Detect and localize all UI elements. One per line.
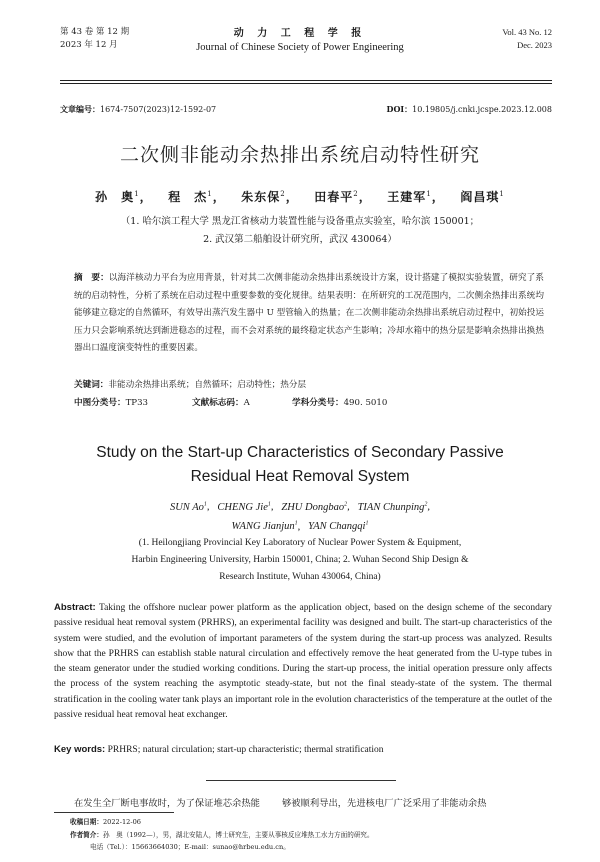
author-cn: 王建军$^1$ — [387, 190, 432, 204]
author-cn: 孙 奥$^1$ — [95, 190, 140, 204]
footnote-rule — [54, 812, 174, 813]
volume-cn: 第 43 卷 第 12 期 — [60, 27, 130, 37]
volume-en: Vol. 43 No. 12 — [502, 27, 552, 37]
footnote — [70, 816, 540, 854]
doi-value: 10.19805/j.cnki.jcspe.2023.12.008 — [412, 105, 552, 114]
author-cn: 田春平$^2$ — [314, 190, 359, 204]
affiliation-en-line2: Harbin Engineering University, Harbin 150001, China; 2. Wuhan Second Ship Design & — [131, 555, 469, 565]
affiliation-cn — [0, 213, 600, 249]
author-cn: 程 杰$^1$ — [168, 190, 213, 204]
authors-en: SUN Ao$^1$, CHENG Jie$^1$, ZHU Dongbao$^2$, TIAN Chunping$^2$, WANG Jianjun$^1$, YAN Changqi$^1$ — [169, 501, 431, 532]
header-rule — [60, 80, 552, 81]
keywords-cn — [74, 378, 306, 390]
doc-code-label: 文献标志码： — [192, 398, 244, 408]
title-en — [0, 441, 600, 489]
doc-code-value: A — [243, 398, 250, 408]
affiliation-cn-line2: 2. 武汉第二船舶设计研究所，武汉 430064） — [203, 234, 397, 245]
article-number-label: 文章编号： — [60, 104, 100, 114]
author-cn: 朱东保$^2$ — [241, 190, 286, 204]
affiliation-en — [0, 535, 600, 586]
affiliation-en-line3: Research Institute, Wuhan 430064, China) — [219, 572, 381, 582]
section-divider — [206, 780, 396, 781]
affiliation-en-line1: (1. Heilongjiang Provincial Key Laboratory of Nuclear Power System & Equipment, — [138, 538, 462, 548]
classification-cn — [74, 396, 544, 408]
author-cn: 阎昌琪$^1$ — [460, 190, 505, 204]
abstract-cn-text: 以海洋核动力平台为应用背景，针对其二次侧非能动余热排出系统设计方案，设计搭建了模拟实验装置，研究了系统的启动特性，分析了系统在启动过程中重要参数的变化规律。结果表明：在所研究的工况范围内，二次侧余热排出系统均能够建立稳定的自然循环，有效导出蒸汽发生器中 U 型管输入的热量；在二次侧非能动余热排出系统启动过程中，初始投运压力只会影响系统达到渐进稳态的过程，而不会对系统的最终稳定状态产生影响；冷却水箱中的热分层是影响余热排出换热器出口温度演变特性的重要因素。 — [74, 273, 544, 354]
keywords-cn-label: 关键词： — [74, 380, 109, 390]
date-en: Dec. 2023 — [517, 40, 552, 50]
body-col-right: 够被顺利导出，先进核电厂广泛采用了非能动余热 — [281, 798, 487, 809]
article-number-value: 1674-7507(2023)12-1592-07 — [100, 105, 217, 114]
title-cn: 二次侧非能动余热排出系统启动特性研究 — [119, 144, 480, 166]
title-en-line1: Study on the Start-up Characteristics of Secondary Passive — [96, 444, 504, 461]
keywords-cn-text: 非能动余热排出系统；自然循环；启动特性；热分层 — [108, 380, 307, 390]
keywords-en — [54, 744, 384, 755]
subject-label: 学科分类号： — [292, 398, 344, 408]
author-bio-label: 作者简介： — [70, 830, 103, 839]
abstract-cn — [74, 270, 544, 358]
authors-cn: 孙 奥$^1$， 程 杰$^1$， 朱东保$^2$， 田春平$^2$， 王建军$^1$， 阎昌琪$^1$ — [95, 190, 505, 204]
date-cn: 2023 年 12 月 — [60, 40, 118, 50]
abstract-en-text: Taking the offshore nuclear power platform as the application object, based on the design scheme of the secondary passive residual heat removal system (PRHRS), an experimental facility was designed and built. The start-up characteristics of the system were studied, and the evolution of important parameters of the system during the start-up process was analyzed. Results show that the PRHRS can establish stable natural circulation and effectively remove the heat generated from the U-type tubes in the steam generator under the studied working conditions. During the start-up process, the initial operation pressure only affects the process of the system reaching the asymptotic steady-state, but not the final steady-state of the system. The thermal stratification in the cooling water tank plays an important role in the evolution characteristics of the temperature at the outlet of the passive residual heat removal heat exchanger. — [54, 603, 552, 721]
journal-name-cn: 动 力 工 程 学 报 — [233, 28, 367, 39]
author-en: TIAN Chunping$^2$ — [357, 501, 428, 513]
abstract-en — [54, 600, 552, 723]
article-number — [60, 104, 216, 115]
subject-value: 490. 5010 — [343, 398, 388, 408]
doi-label: DOI： — [386, 104, 413, 114]
body-text-start — [74, 795, 550, 809]
author-en: ZHU Dongbao$^2$ — [281, 501, 348, 513]
body-col-left: 在发生全厂断电事故时，为了保证堆芯余热能 — [74, 798, 260, 809]
header-volume-en — [502, 26, 552, 52]
author-bio: 孙 奥（1992—），男，湖北安陆人，博士研究生，主要从事核反应堆热工水力方面的研究。 — [102, 830, 374, 839]
keywords-en-label: Key words: — [54, 744, 106, 755]
journal-name-en: Journal of Chinese Society of Power Engineering — [196, 42, 404, 53]
clc-value: TP33 — [125, 398, 149, 408]
title-en-line2: Residual Heat Removal System — [190, 468, 410, 485]
received-date: 2022-12-06 — [102, 818, 141, 826]
doi — [387, 104, 553, 115]
clc-label: 中图分类号： — [74, 398, 126, 408]
author-en: WANG Jianjun$^1$ — [231, 520, 298, 532]
keywords-en-text: PRHRS; natural circulation; start-up characteristic; thermal stratification — [107, 745, 384, 755]
abstract-en-label: Abstract: — [54, 602, 96, 613]
abstract-cn-label: 摘 要： — [74, 273, 109, 283]
author-en: SUN Ao$^1$ — [169, 501, 207, 513]
author-en: CHENG Jie$^1$ — [217, 501, 271, 513]
author-contact: 电话（Tel.）：15663664030；E-mail：sunao@hrbeu.edu.cn。 — [90, 843, 290, 851]
header-rule-thin — [60, 83, 552, 84]
affiliation-cn-line1: （1. 哈尔滨工程大学 黑龙江省核动力装置性能与设备重点实验室，哈尔滨 150001； — [120, 216, 480, 227]
received-label: 收稿日期： — [70, 818, 103, 826]
author-en: YAN Changqi$^1$ — [308, 520, 369, 532]
